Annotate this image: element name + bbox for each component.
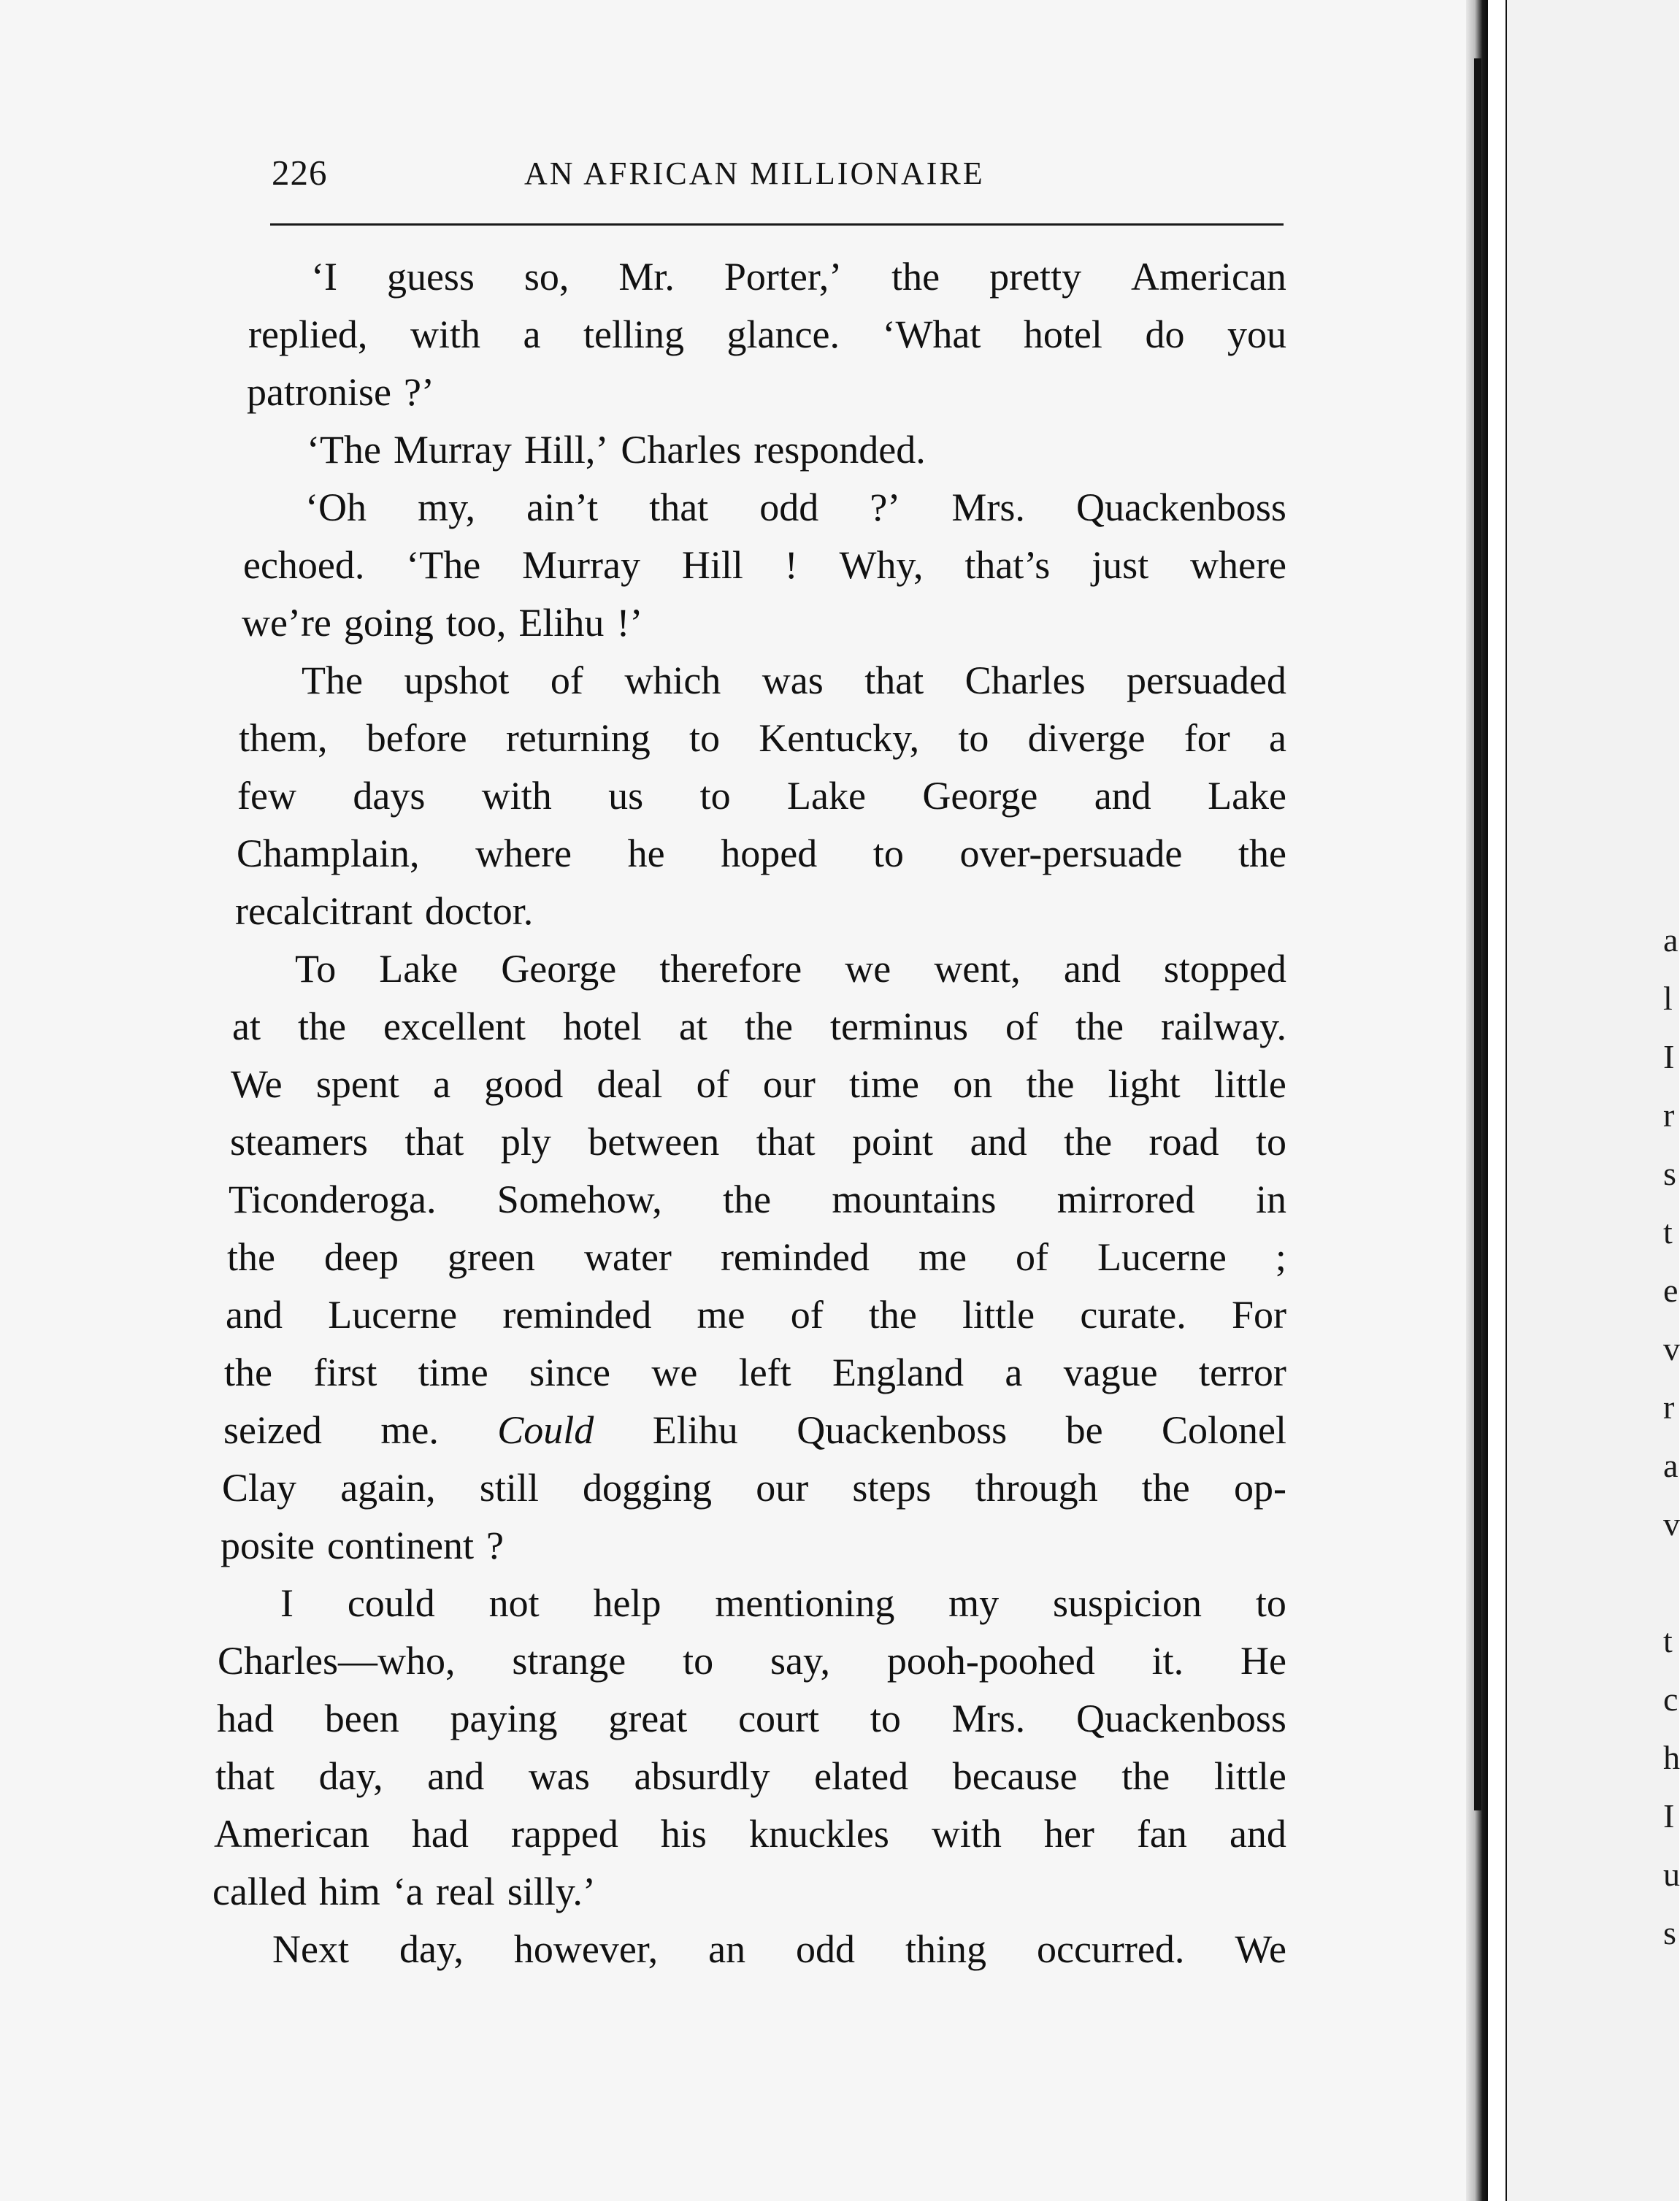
facing-page-letter: u [1663, 1856, 1680, 1893]
text-line: them, before returning to Kentucky, to diverge for a [239, 716, 1286, 760]
text-line: Next day, however, an odd thing occurred. We [272, 1927, 1286, 1971]
facing-page-letter: v [1663, 1330, 1680, 1367]
text-line: ‘I guess so, Mr. Porter,’ the pretty American [311, 255, 1286, 299]
text-line: few days with us to Lake George and Lake [237, 774, 1286, 818]
facing-page-letter: c [1663, 1680, 1679, 1718]
text-line: echoed. ‘The Murray Hill ! Why, that’s just where [243, 543, 1286, 587]
text-line: Charles—who, strange to say, pooh-poohed it. He [218, 1639, 1286, 1683]
facing-page-letter: a [1663, 921, 1679, 959]
text-line: had been paying great court to Mrs. Quackenboss [217, 1697, 1286, 1740]
text-line: ‘Oh my, ain’t that odd ?’ Mrs. Quackenboss [305, 485, 1286, 529]
text-line: I could not help mentioning my suspicion to [280, 1581, 1286, 1625]
spine-gap [1488, 0, 1506, 2201]
text-line: called him ‘a real silly.’ [212, 1870, 596, 1913]
facing-page-letter: v [1663, 1505, 1680, 1543]
page-number: 226 [272, 153, 328, 193]
text-line: American had rapped his knuckles with her fan and [214, 1812, 1286, 1856]
text-line: at the excellent hotel at the terminus of the railway. [232, 1005, 1286, 1048]
facing-page-letter: r [1663, 1388, 1675, 1426]
text-line: The upshot of which was that Charles persuaded [302, 658, 1286, 702]
text-line: the deep green water reminded me of Lucerne ; [227, 1235, 1286, 1279]
text-line: that day, and was absurdly elated because the little [215, 1754, 1286, 1798]
text-line: recalcitrant doctor. [235, 889, 534, 933]
text-line: we’re going too, Elihu !’ [242, 601, 643, 645]
text-line: replied, with a telling glance. ‘What hotel do you [248, 312, 1286, 356]
text-line: ‘The Murray Hill,’ Charles responded. [307, 428, 926, 472]
facing-page-letter: I [1663, 1797, 1675, 1835]
facing-page-letter: t [1663, 1622, 1673, 1659]
text-line: Clay again, still dogging our steps through the op- [222, 1466, 1286, 1510]
body-text [212, 248, 1286, 1978]
text-line: steamers that ply between that point and the road to [230, 1120, 1286, 1164]
facing-page-letter: s [1663, 1155, 1676, 1192]
text-line: posite continent ? [220, 1524, 504, 1567]
facing-page-letter: a [1663, 1447, 1679, 1484]
text-line: Ticonderoga. Somehow, the mountains mirrored in [229, 1178, 1286, 1221]
gutter-edge [1474, 58, 1481, 1810]
text-line: and Lucerne reminded me of the little curate. For [226, 1293, 1286, 1337]
text-line: We spent a good deal of our time on the light little [231, 1062, 1286, 1106]
facing-page-letter: r [1663, 1096, 1675, 1134]
text-line: seized me. Could Elihu Quackenboss be Colonel [223, 1408, 1286, 1452]
facing-page-letter: I [1663, 1038, 1675, 1075]
text-line: To Lake George therefore we went, and stopped [295, 947, 1286, 991]
running-title: AN AFRICAN MILLIONAIRE [524, 155, 985, 191]
facing-page-letter: e [1663, 1272, 1679, 1309]
text-line: the first time since we left England a vague terror [224, 1351, 1286, 1394]
text-line: Champlain, where he hoped to over-persuade the [237, 831, 1286, 875]
facing-page-letter: l [1663, 980, 1673, 1017]
facing-page-letter: h [1663, 1739, 1680, 1776]
facing-page-letter: s [1663, 1914, 1676, 1951]
facing-page-letter: t [1663, 1213, 1673, 1251]
text-line: patronise ?’ [247, 370, 434, 414]
facing-page-edge [1506, 0, 1679, 2201]
header-rule [270, 223, 1284, 226]
